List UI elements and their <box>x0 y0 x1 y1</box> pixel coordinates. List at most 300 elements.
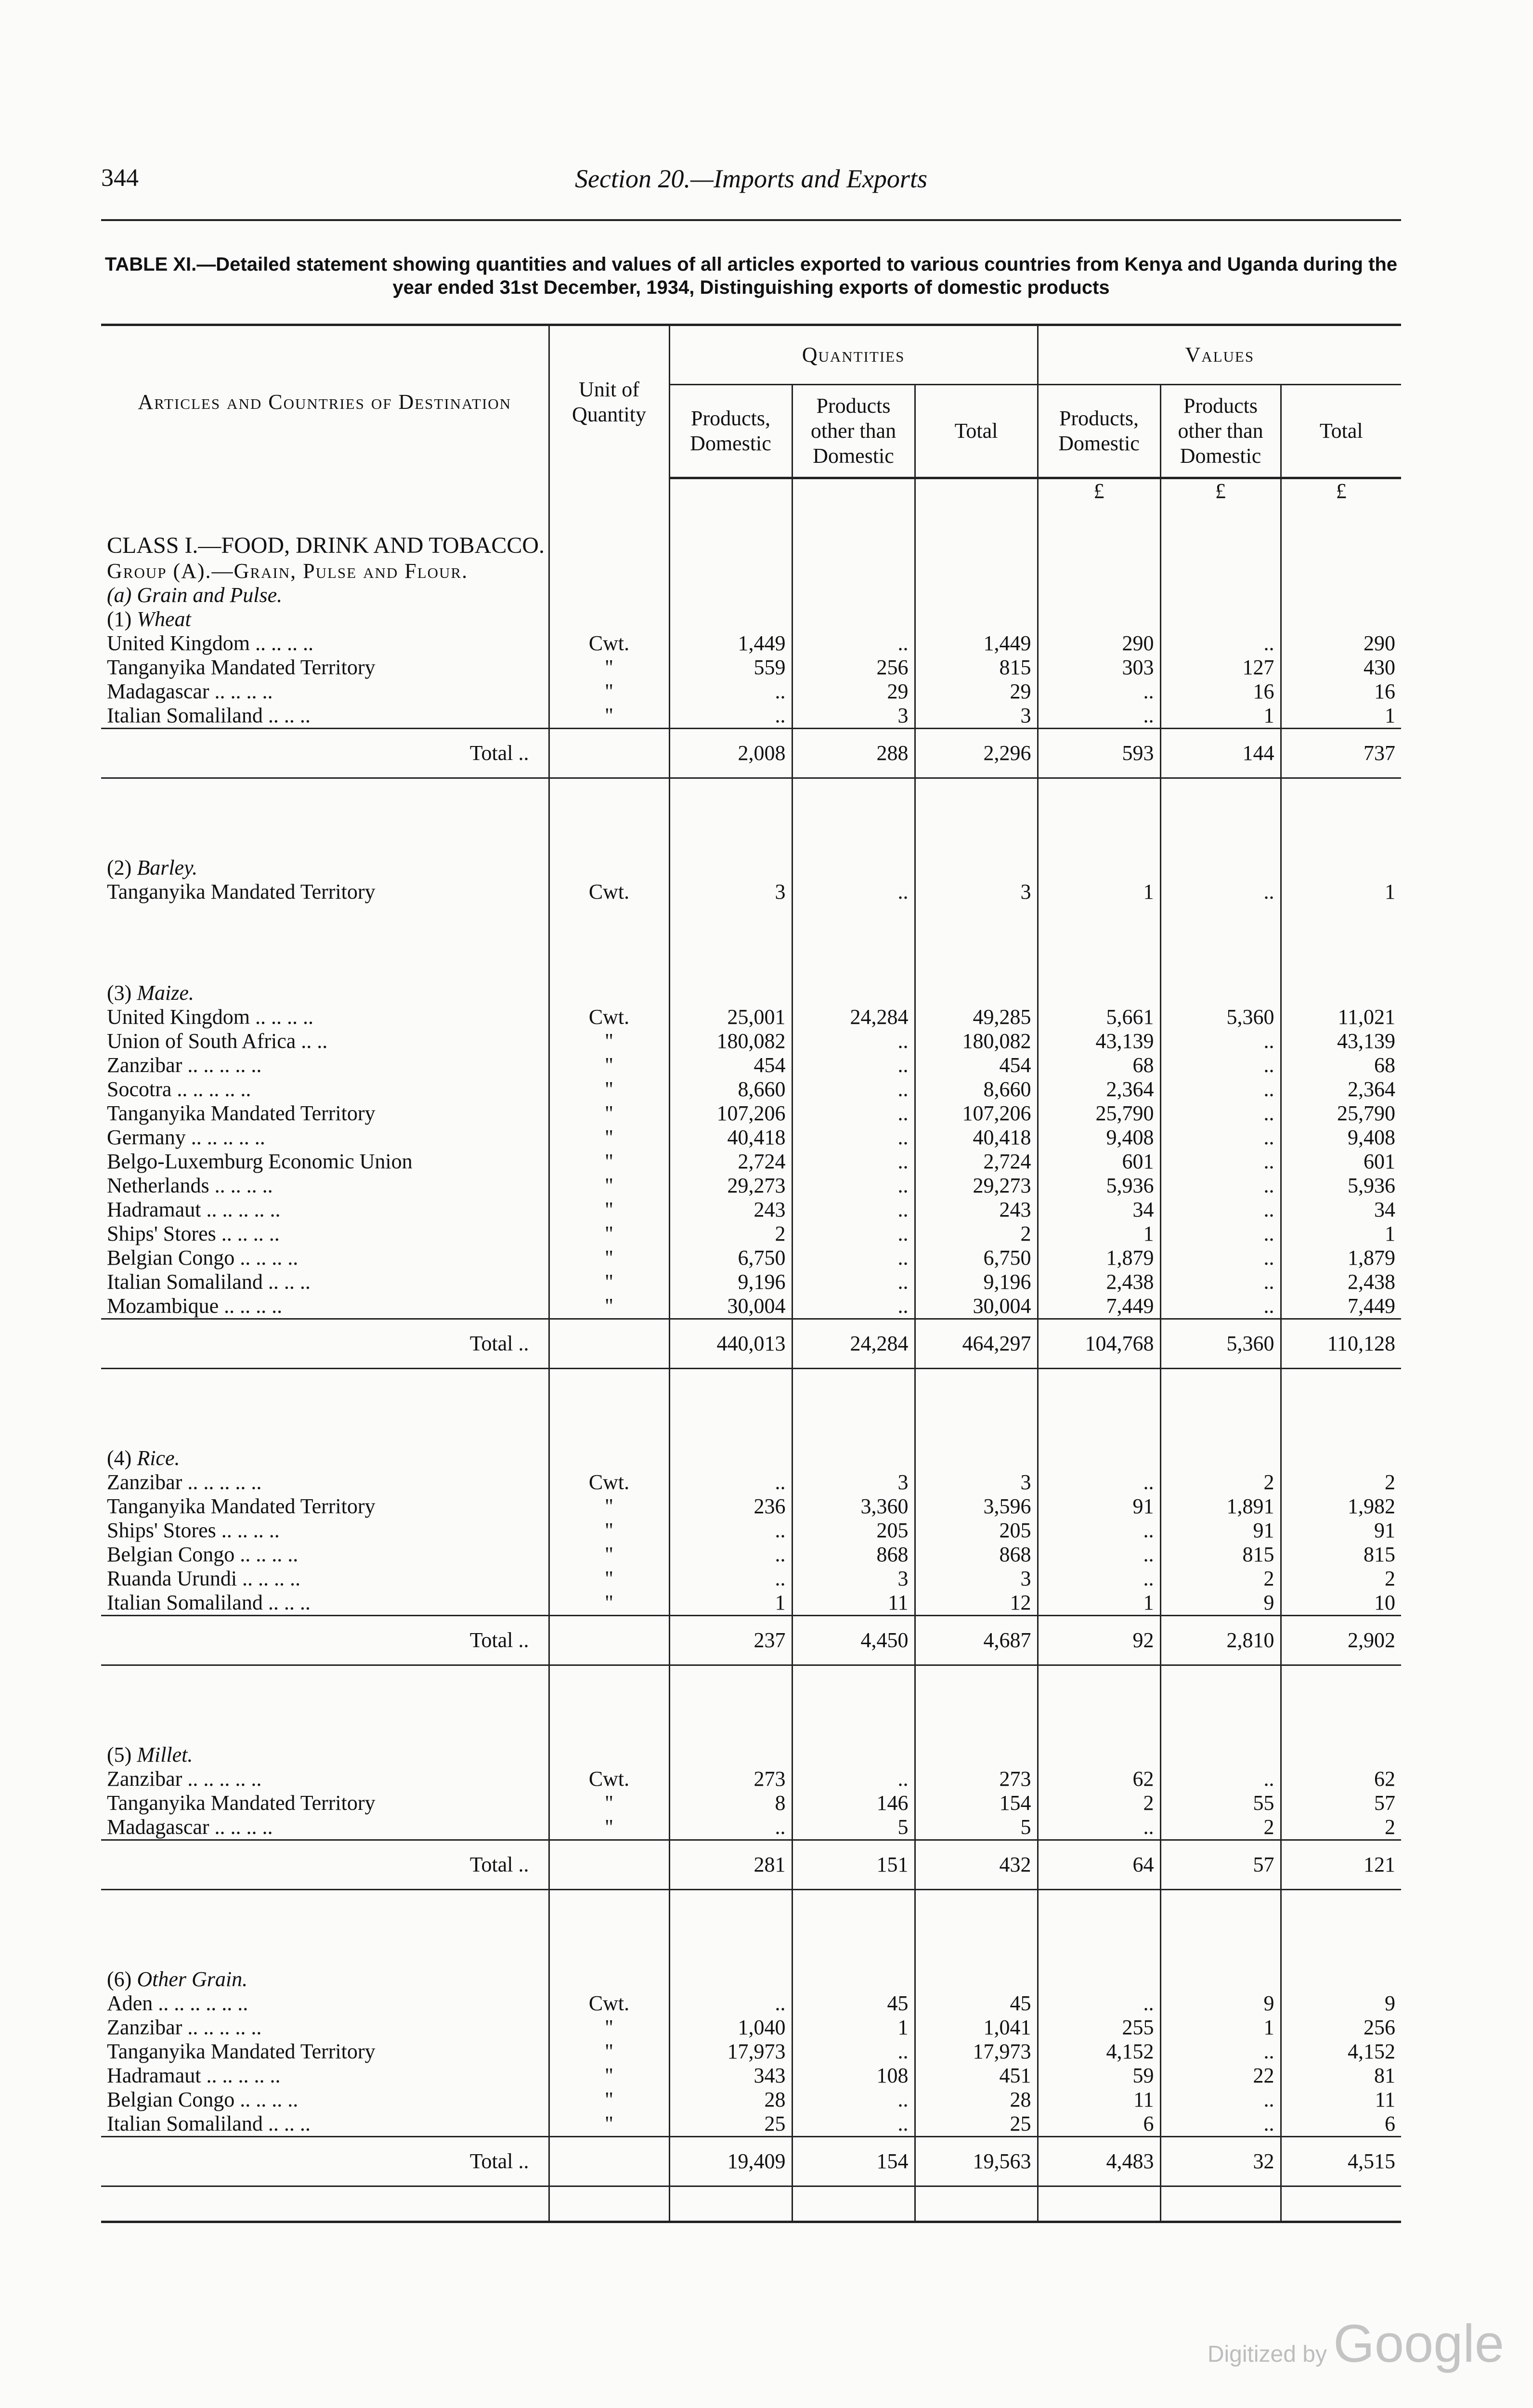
value-cell: 290 <box>1038 631 1160 655</box>
value-cell: 3 <box>792 704 915 728</box>
value-cell: .. <box>1160 1270 1281 1294</box>
col-quantities: Quantities <box>669 325 1038 385</box>
value-cell: 601 <box>1038 1150 1160 1174</box>
spacer-row <box>101 1408 1401 1446</box>
value-cell: 2 <box>1281 1470 1401 1494</box>
country-name: United Kingdom .. .. .. .. <box>107 631 313 655</box>
value-cell: 2 <box>1281 1567 1401 1591</box>
spacer-cell <box>1160 778 1281 818</box>
spacer-cell <box>792 1967 915 1991</box>
spacer-cell <box>792 1704 915 1743</box>
spacer-cell <box>669 2186 792 2222</box>
value-cell: 29 <box>792 680 915 704</box>
commodity-title-row <box>101 607 1401 631</box>
table-row <box>101 1125 1401 1150</box>
spacer-cell <box>549 1616 669 1665</box>
spacer-cell <box>1281 1967 1401 1991</box>
value-cell: .. <box>792 1125 915 1150</box>
value-cell: .. <box>669 680 792 704</box>
spacer-cell <box>1281 1408 1401 1446</box>
table-row <box>101 1494 1401 1518</box>
value-cell: 451 <box>915 2064 1038 2088</box>
spacer-cell <box>669 1665 792 1705</box>
table-caption <box>101 253 1401 299</box>
commodity-title-row <box>101 981 1401 1005</box>
spacer-cell <box>549 1446 669 1470</box>
spacer-cell <box>1281 778 1401 818</box>
unit-cell: " <box>549 2040 669 2064</box>
table-row <box>101 1101 1401 1125</box>
value-cell: 2,724 <box>669 1150 792 1174</box>
value-cell: 2,438 <box>1281 1270 1401 1294</box>
value-cell: 1 <box>1281 704 1401 728</box>
unit-cell: " <box>549 2015 669 2040</box>
spacer-cell <box>549 607 669 631</box>
value-cell: 17,973 <box>669 2040 792 2064</box>
value-cell: 9,196 <box>915 1270 1038 1294</box>
value-cell: .. <box>1038 1567 1160 1591</box>
value-cell: 9,408 <box>1038 1125 1160 1150</box>
spacer-cell <box>1281 942 1401 981</box>
spacer-cell <box>549 904 669 942</box>
spacer-cell <box>1281 1704 1401 1743</box>
table-row <box>101 2064 1401 2088</box>
value-cell: 43,139 <box>1281 1029 1401 1053</box>
spacer-cell <box>669 856 792 880</box>
value-cell: 9 <box>1160 1591 1281 1615</box>
spacer-cell <box>1038 1743 1160 1767</box>
col-unit: Unit of Quantity <box>549 325 669 478</box>
unit-cell: " <box>549 1246 669 1270</box>
header-row-1 <box>101 325 1401 385</box>
spacer-cell <box>1281 607 1401 631</box>
country-name: Madagascar .. .. .. .. <box>107 1815 273 1839</box>
value-cell: 7,449 <box>1038 1294 1160 1318</box>
spacer-row <box>101 1890 1401 1929</box>
value-cell: 25,790 <box>1281 1101 1401 1125</box>
table-row <box>101 1767 1401 1791</box>
spacer-cell <box>792 1890 915 1929</box>
value-cell: .. <box>1160 631 1281 655</box>
spacer-cell <box>1160 607 1281 631</box>
spacer-cell <box>792 1743 915 1767</box>
value-cell: 91 <box>1038 1494 1160 1518</box>
country-name: Tanganyika Mandated Territory <box>107 2040 376 2063</box>
spacer-cell <box>792 1369 915 1408</box>
total-label: Total .. <box>101 1319 549 1369</box>
value-cell: 2 <box>1160 1815 1281 1839</box>
spacer-cell <box>101 1704 549 1743</box>
country-name: Ruanda Urundi .. .. .. .. <box>107 1567 301 1590</box>
total-value: 5,360 <box>1160 1319 1281 1369</box>
spacer-cell <box>1038 607 1160 631</box>
spacer-cell <box>669 817 792 856</box>
total-value: 2,296 <box>915 729 1038 778</box>
spacer-cell <box>549 1319 669 1369</box>
spacer-cell <box>101 1369 549 1408</box>
running-head: Section 20.—Imports and Exports <box>575 164 927 193</box>
value-cell: 3,596 <box>915 1494 1038 1518</box>
total-value: 4,515 <box>1281 2137 1401 2186</box>
total-value: 4,687 <box>915 1616 1038 1665</box>
spacer-cell <box>101 1929 549 1967</box>
value-cell: .. <box>1160 1101 1281 1125</box>
unit-cell: " <box>549 655 669 680</box>
spacer-cell <box>1038 1408 1160 1446</box>
total-value: 64 <box>1038 1840 1160 1890</box>
unit-cell: " <box>549 1077 669 1101</box>
value-cell: 25 <box>915 2112 1038 2136</box>
value-cell: 68 <box>1038 1053 1160 1077</box>
value-cell: 1 <box>1038 1591 1160 1615</box>
spacer-cell <box>669 1446 792 1470</box>
value-cell: .. <box>669 1518 792 1543</box>
total-value: 2,902 <box>1281 1616 1401 1665</box>
value-cell: 2 <box>1160 1470 1281 1494</box>
spacer-cell <box>792 942 915 981</box>
value-cell: 6 <box>1281 2112 1401 2136</box>
value-cell: 1,879 <box>1281 1246 1401 1270</box>
value-cell: .. <box>1160 1767 1281 1791</box>
spacer-cell <box>792 2186 915 2222</box>
value-cell: .. <box>1038 1991 1160 2015</box>
value-cell: 4,152 <box>1281 2040 1401 2064</box>
col-q-other: Products other than Domestic <box>792 385 915 478</box>
value-cell: 107,206 <box>915 1101 1038 1125</box>
spacer-cell <box>1038 942 1160 981</box>
country-name: Ships' Stores .. .. .. .. <box>107 1518 280 1542</box>
value-cell: 3 <box>669 880 792 904</box>
value-cell: 55 <box>1160 1791 1281 1815</box>
value-cell: 454 <box>915 1053 1038 1077</box>
group-title-row <box>101 559 1401 583</box>
spacer-cell <box>669 981 792 1005</box>
value-cell: 9 <box>1160 1991 1281 2015</box>
value-cell: 108 <box>792 2064 915 2088</box>
unit-cell: " <box>549 1222 669 1246</box>
currency-symbol: £ <box>1038 478 1160 533</box>
table-row <box>101 2112 1401 2136</box>
value-cell: 273 <box>669 1767 792 1791</box>
total-value: 57 <box>1160 1840 1281 1890</box>
commodity-name: Other Grain. <box>137 1967 248 1991</box>
spacer-cell <box>1281 1929 1401 1967</box>
spacer-cell <box>915 607 1038 631</box>
commodity-number: (1) <box>107 607 132 631</box>
value-cell: 3 <box>915 880 1038 904</box>
table-row <box>101 1053 1401 1077</box>
value-cell: 1 <box>669 1591 792 1615</box>
spacer-cell <box>792 817 915 856</box>
table-row <box>101 2015 1401 2040</box>
value-cell: 1 <box>1160 2015 1281 2040</box>
country-name: Italian Somaliland .. .. .. <box>107 1270 311 1294</box>
spacer-cell <box>915 1408 1038 1446</box>
value-cell: 6,750 <box>915 1246 1038 1270</box>
table-row <box>101 1222 1401 1246</box>
spacer-cell <box>792 1446 915 1470</box>
spacer-cell <box>549 1967 669 1991</box>
spacer-cell <box>1038 1446 1160 1470</box>
subgroup-title: (a) Grain and Pulse. <box>107 583 283 607</box>
value-cell: 11 <box>1038 2088 1160 2112</box>
value-cell: .. <box>792 1246 915 1270</box>
spacer-cell <box>669 778 792 818</box>
spacer-cell <box>1160 942 1281 981</box>
spacer-cell <box>549 1929 669 1967</box>
table-row <box>101 655 1401 680</box>
spacer-cell <box>669 904 792 942</box>
total-value: 593 <box>1038 729 1160 778</box>
spacer-cell <box>792 778 915 818</box>
spacer-cell <box>915 1369 1038 1408</box>
total-value: 154 <box>792 2137 915 2186</box>
spacer-cell <box>792 1665 915 1705</box>
spacer-cell <box>1038 1665 1160 1705</box>
table-row <box>101 1518 1401 1543</box>
page-number: 344 <box>101 164 139 192</box>
spacer-cell <box>915 2186 1038 2222</box>
value-cell: 49,285 <box>915 1005 1038 1029</box>
unit-cell: Cwt. <box>549 631 669 655</box>
value-cell: 868 <box>915 1543 1038 1567</box>
value-cell: 273 <box>915 1767 1038 1791</box>
spacer-cell <box>915 1890 1038 1929</box>
spacer-cell <box>1160 1967 1281 1991</box>
spacer-cell <box>1160 817 1281 856</box>
spacer-row <box>101 1665 1401 1705</box>
country-name: Belgo-Luxemburg Economic Union <box>107 1150 413 1173</box>
value-cell: 40,418 <box>915 1125 1038 1150</box>
spacer-cell <box>1038 1369 1160 1408</box>
spacer-row <box>101 942 1401 981</box>
value-cell: .. <box>792 1150 915 1174</box>
total-value: 92 <box>1038 1616 1160 1665</box>
value-cell: .. <box>669 1991 792 2015</box>
unit-cell: " <box>549 1518 669 1543</box>
value-cell: 24,284 <box>792 1005 915 1029</box>
table-row <box>101 680 1401 704</box>
table-row <box>101 704 1401 728</box>
value-cell: 1,891 <box>1160 1494 1281 1518</box>
value-cell: .. <box>1038 680 1160 704</box>
spacer-cell <box>549 2137 669 2186</box>
country-name: Aden .. .. .. .. .. .. <box>107 1991 248 2015</box>
spacer-row <box>101 1369 1401 1408</box>
spacer-cell <box>549 1408 669 1446</box>
value-cell: .. <box>669 1567 792 1591</box>
total-label: Total .. <box>101 1840 549 1890</box>
total-value: 237 <box>669 1616 792 1665</box>
table-number: TABLE XI.— <box>104 254 216 275</box>
value-cell: 3 <box>915 704 1038 728</box>
value-cell: 205 <box>915 1518 1038 1543</box>
value-cell: .. <box>1160 1029 1281 1053</box>
spacer-cell <box>1160 2186 1281 2222</box>
commodity-title-row <box>101 1743 1401 1767</box>
value-cell: 10 <box>1281 1591 1401 1615</box>
spacer-cell <box>549 1369 669 1408</box>
total-value: 110,128 <box>1281 1319 1401 1369</box>
value-cell: 601 <box>1281 1150 1401 1174</box>
spacer-cell <box>669 1369 792 1408</box>
table-row <box>101 1791 1401 1815</box>
total-value: 432 <box>915 1840 1038 1890</box>
country-name: Socotra .. .. .. .. .. <box>107 1077 251 1101</box>
spacer-cell <box>549 1704 669 1743</box>
unit-cell: " <box>549 2088 669 2112</box>
value-cell: 290 <box>1281 631 1401 655</box>
commodity-title <box>101 1743 549 1767</box>
total-value: 464,297 <box>915 1319 1038 1369</box>
total-row <box>101 1319 1401 1369</box>
country-name: Mozambique .. .. .. .. <box>107 1294 283 1318</box>
table-row <box>101 1029 1401 1053</box>
spacer-cell <box>1281 904 1401 942</box>
total-row <box>101 1616 1401 1665</box>
value-cell: 8 <box>669 1791 792 1815</box>
table-row <box>101 1005 1401 1029</box>
total-value: 2,008 <box>669 729 792 778</box>
value-cell: 16 <box>1160 680 1281 704</box>
spacer-row <box>101 1704 1401 1743</box>
spacer-cell <box>792 981 915 1005</box>
value-cell: .. <box>669 704 792 728</box>
spacer-cell <box>1281 1665 1401 1705</box>
value-cell: .. <box>792 2040 915 2064</box>
spacer-cell <box>915 1967 1038 1991</box>
spacer-cell <box>1281 981 1401 1005</box>
value-cell: 29,273 <box>915 1174 1038 1198</box>
col-articles: Articles and Countries of Destination <box>101 325 549 478</box>
commodity-number: (2) <box>107 856 132 879</box>
spacer-cell <box>549 856 669 880</box>
commodity-name: Maize. <box>137 981 194 1005</box>
value-cell: 1,879 <box>1038 1246 1160 1270</box>
spacer-cell <box>101 942 549 981</box>
spacer-cell <box>1038 981 1160 1005</box>
value-cell: 2,724 <box>915 1150 1038 1174</box>
spacer-cell <box>1038 778 1160 818</box>
commodity-number: (3) <box>107 981 132 1005</box>
value-cell: 1,449 <box>915 631 1038 655</box>
spacer-cell <box>792 607 915 631</box>
value-cell: .. <box>792 1101 915 1125</box>
value-cell: 62 <box>1038 1767 1160 1791</box>
spacer-cell <box>1281 817 1401 856</box>
unit-cell: " <box>549 1101 669 1125</box>
spacer-cell <box>549 1665 669 1705</box>
value-cell: 1,982 <box>1281 1494 1401 1518</box>
value-cell: 205 <box>792 1518 915 1543</box>
spacer-cell <box>792 856 915 880</box>
unit-cell: " <box>549 1294 669 1318</box>
unit-cell: Cwt. <box>549 1005 669 1029</box>
value-cell: .. <box>1160 1053 1281 1077</box>
total-value: 440,013 <box>669 1319 792 1369</box>
value-cell: 2 <box>1281 1815 1401 1839</box>
spacer-cell <box>669 1967 792 1991</box>
total-value: 121 <box>1281 1840 1401 1890</box>
value-cell: 454 <box>669 1053 792 1077</box>
value-cell: 43,139 <box>1038 1029 1160 1053</box>
value-cell: 25,001 <box>669 1005 792 1029</box>
value-cell: 25,790 <box>1038 1101 1160 1125</box>
value-cell: 559 <box>669 655 792 680</box>
value-cell: 28 <box>915 2088 1038 2112</box>
commodity-title <box>101 856 549 880</box>
spacer-cell <box>669 607 792 631</box>
value-cell: .. <box>1160 1077 1281 1101</box>
spacer-cell <box>1160 1890 1281 1929</box>
value-cell: 815 <box>915 655 1038 680</box>
value-cell: 3 <box>915 1567 1038 1591</box>
table-row <box>101 2088 1401 2112</box>
country-name: Zanzibar .. .. .. .. .. <box>107 1767 262 1791</box>
currency-symbol: £ <box>1281 478 1401 533</box>
unit-cell: Cwt. <box>549 1470 669 1494</box>
value-cell: .. <box>792 880 915 904</box>
value-cell: 236 <box>669 1494 792 1518</box>
country-name: Belgian Congo .. .. .. .. <box>107 1543 299 1566</box>
total-value: 144 <box>1160 729 1281 778</box>
commodity-title-row <box>101 856 1401 880</box>
spacer-cell <box>549 1890 669 1929</box>
value-cell: .. <box>1160 1222 1281 1246</box>
value-cell: .. <box>792 2112 915 2136</box>
unit-cell: " <box>549 1270 669 1294</box>
total-value: 288 <box>792 729 915 778</box>
exports-table <box>101 324 1401 2223</box>
table-row <box>101 1543 1401 1567</box>
value-cell: .. <box>792 2088 915 2112</box>
spacer-cell <box>915 778 1038 818</box>
spacer-cell <box>1160 1408 1281 1446</box>
commodity-name: Rice. <box>137 1446 180 1470</box>
value-cell: 243 <box>669 1198 792 1222</box>
col-q-domestic: Products, Domestic <box>669 385 792 478</box>
spacer-cell <box>915 817 1038 856</box>
unit-cell: " <box>549 1494 669 1518</box>
total-value: 151 <box>792 1840 915 1890</box>
value-cell: 8,660 <box>915 1077 1038 1101</box>
spacer-cell <box>669 942 792 981</box>
table-row <box>101 1567 1401 1591</box>
spacer-cell <box>915 942 1038 981</box>
value-cell: 180,082 <box>669 1029 792 1053</box>
value-cell: 5 <box>915 1815 1038 1839</box>
country-name: Tanganyika Mandated Territory <box>107 1791 376 1815</box>
commodity-number: (6) <box>107 1967 132 1991</box>
value-cell: 25 <box>669 2112 792 2136</box>
spacer-cell <box>549 817 669 856</box>
value-cell: .. <box>1160 2112 1281 2136</box>
table-row <box>101 1815 1401 1839</box>
value-cell: 154 <box>915 1791 1038 1815</box>
value-cell: .. <box>792 1270 915 1294</box>
spacer-cell <box>549 1743 669 1767</box>
value-cell: 1,040 <box>669 2015 792 2040</box>
value-cell: 6 <box>1038 2112 1160 2136</box>
total-value: 737 <box>1281 729 1401 778</box>
country-name: Zanzibar .. .. .. .. .. <box>107 1470 262 1494</box>
unit-cell: " <box>549 2064 669 2088</box>
spacer-cell <box>915 1446 1038 1470</box>
spacer-cell <box>915 1743 1038 1767</box>
value-cell: .. <box>669 1815 792 1839</box>
unit-cell: Cwt. <box>549 1767 669 1791</box>
spacer-cell <box>1160 1665 1281 1705</box>
